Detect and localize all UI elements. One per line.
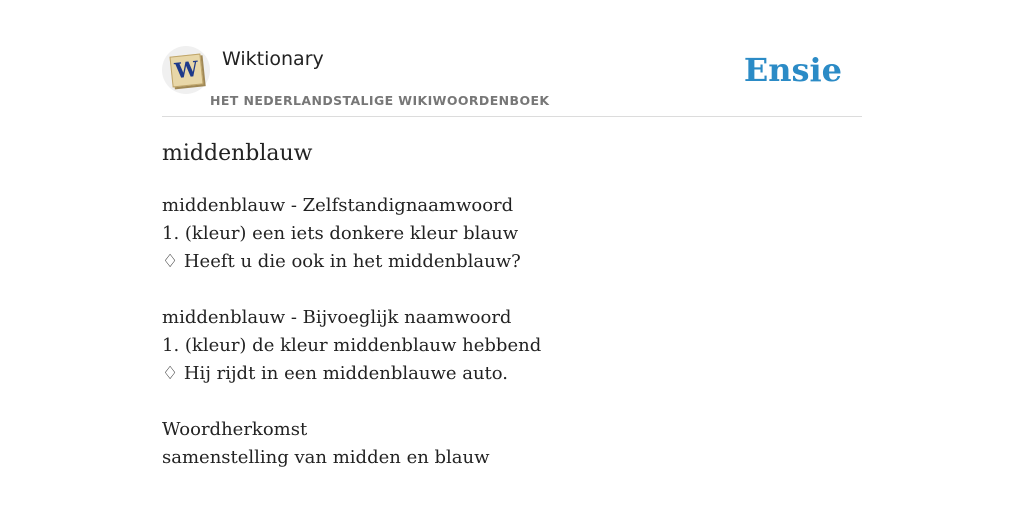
logo-tile-icon [169,53,203,87]
entry-heading: middenblauw - Zelfstandignaamwoord [162,195,514,216]
entry-example: ♢ Hij rijdt in een middenblauwe auto. [162,363,509,384]
brand-subtitle: HET NEDERLANDSTALIGE WIKIWOORDENBOEK [210,93,550,108]
entry-definition: 1. (kleur) een iets donkere kleur blauw [162,223,519,244]
etymology-text: samenstelling van midden en blauw [162,447,490,468]
entry-list [162,192,862,472]
entry-definition: 1. (kleur) de kleur middenblauw hebbend [162,335,542,356]
entry-heading: middenblauw - Bijvoeglijk naamwoord [162,307,512,328]
ensie-logo-link[interactable]: Ensie [743,51,842,89]
spacer [162,276,862,304]
brand-title[interactable]: Wiktionary [222,48,324,70]
header [162,44,862,117]
wiktionary-logo[interactable] [162,46,210,94]
logo-letter: W [173,55,200,84]
main-content [162,138,862,472]
entry-example: ♢ Heeft u die ook in het middenblauw? [162,251,521,272]
page-title: middenblauw [162,141,313,166]
spacer [162,388,862,416]
etymology-heading: Woordherkomst [162,419,308,440]
